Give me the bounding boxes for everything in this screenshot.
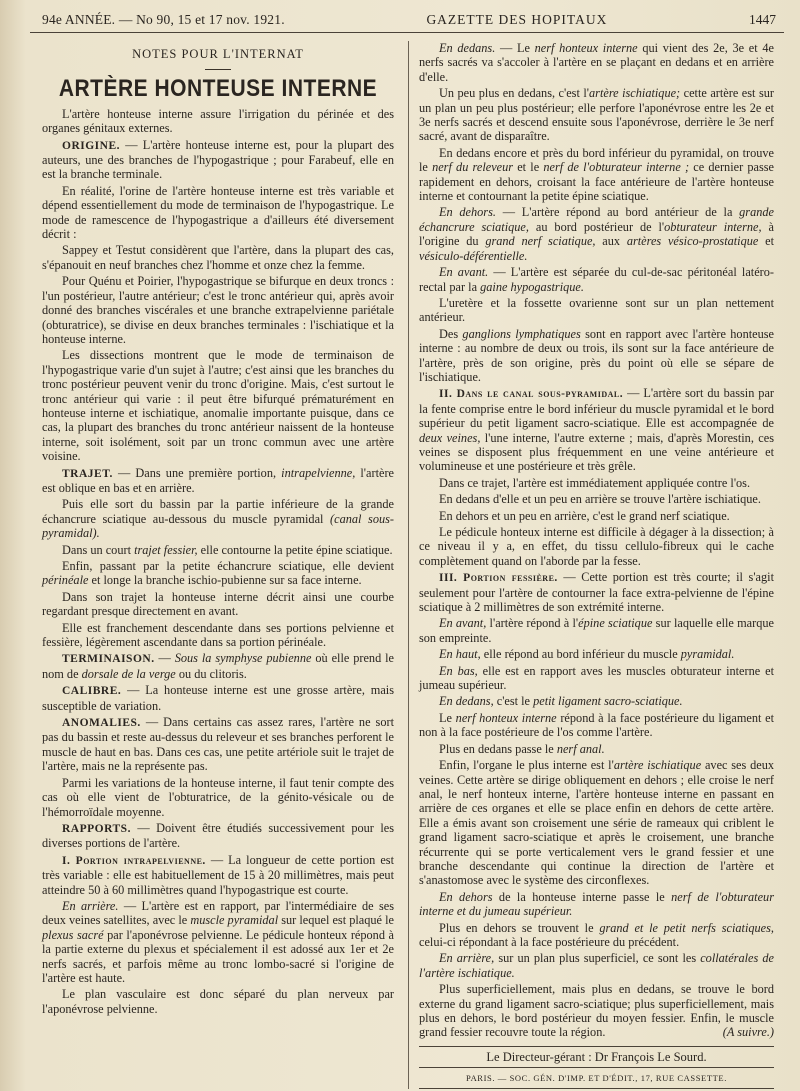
trajet-label: TRAJET. [62,467,113,480]
paragraph: Un peu plus en dedans, c'est l'artère ischiatique; cette artère est sur un plan un peu plus postérieur; elle perfore l'aponévrose entre les 2e et 3e nerfs sacrés et descend ensuite sous l'aponévrose, derrière le 3e nerf sacré, avant de disparaître. [419,86,774,144]
paragraph: En dedans, c'est le petit ligament sacro-sciatique. [439,694,683,709]
portion-intrapelvienne-paragraph: I. Portion intrapelvienne. — La longueur de cette portion est très variable : elle est habituellement de 15 à 20 millimètres, mais peut atteindre 50 à 60 millimètres quand l'hypogastrique est courte. [42,852,395,897]
paragraph: En bas, elle est en rapport aves les muscles obturateur interne et jumeau supérieur. [419,663,774,693]
paragraph: Dans son trajet la honteuse interne décrit ainsi une courbe regardant presque directement en avant. [42,589,394,619]
paragraph: En avant. — L'artère est séparée du cul-de-sac péritonéal latéro-rectal par la gaine hypogastrique. [419,265,774,294]
section-heading: NOTES POUR L'INTERNAT [132,47,304,61]
paragraph: Dans ce trajet, l'artère est immédiatement appliquée contre l'os. [439,475,751,490]
paragraph: Plus en dedans passe le nerf anal. [439,741,605,756]
paragraph: En dedans encore et près du bord inférieur du pyramidal, on trouve le nerf du releveur et le nerf de l'obturateur interne ; ce dernier passe rapidement en dehors, croisant la face antérieure de l'artère honteuse interne et contournant la petite épine sciatique. [419,145,774,204]
printer-imprint: PARIS. — SOC. GÉN. D'IMP. ET D'ÉDIT., 17, RUE CASSETTE. [419,1067,774,1088]
rapports-paragraph: RAPPORTS. — Doivent être étudiés successivement pour les diverses portions de l'artère. [42,820,394,851]
paragraph: Pour Quénu et Poirier, l'hypogastrique se bifurque en deux troncs : l'un postérieur, l'autre antérieur; c'est le tronc antérieur qui, après avoir donné des branches viscérales et une branche extrapelvienne pariétale (obturatrice), se divise en deux branches terminales : l'ischiatique et la honteuse interne. [42,274,394,346]
director-signature: Le Directeur-gérant : Dr François Le Sourd. [486,1049,707,1064]
paragraph: Le pédicule honteux interne est difficile à dégager à la dissection; à ce niveau il y a, en effet, du tissu cellulo-fibreux qui le cache complètement quand on l'aborde par la fesse. [419,525,774,568]
paragraph: En réalité, l'orine de l'artère honteuse interne est très variable et dépend essentiellement du mode de terminaison de l'hypogastrique. Le mode de ramescence de l'hypogastrique a d'ailleurs été diversement décrit : [42,183,394,242]
title-divider [205,69,231,70]
paragraph: Sappey et Testut considèrent que l'artère, dans la plupart des cas, s'épanouit en neuf branches chez l'homme et onze chez la femme. [42,243,394,272]
paragraph: Les dissections montrent que le mode de terminaison de l'hypogastrique varie d'un sujet à l'autre; c'est ainsi que les branches du tronc postérieur peuvent venir du tronc d'origine. Mais, c'est surtout le tronc antérieur qui varie : il peut être bifurqué prématurément en honteuse interne et ischiatique, anomalie importante puisque, dans ce cas, la plupart des branches du tronc antérieur naissent de la honteuse interne, soit isolément, soit par un tronc commun avec une artère voisine. [42,348,394,464]
paragraph: En avant, l'artère répond à l'épine sciatique sur laquelle elle marque son empreinte. [419,616,774,645]
portion-fessiere-paragraph: III. Portion fessière. — Cette portion est très courte; il s'agit seulement pour l'artère de contourner la face extra-pelvienne de l'épine sciatique à 2 millimètres de son extrémité interne. [419,570,774,615]
trajet-paragraph: TRAJET. — Dans une première portion, intrapelvienne, l'artère est oblique en bas et en arrière. [42,465,394,495]
anomalies-label: ANOMALIES. [62,717,141,730]
paragraph: En dedans. — Le nerf honteux interne qui vient des 2e, 3e et 4e nerfs sacrés va s'accoler à l'artère en se plaçant en dedans et en arrière d'elle. [419,41,774,84]
paragraph: Le nerf honteux interne répond à la face postérieure du ligament et non à la face postérieure de l'os comme l'artère. [419,710,774,740]
right-column [408,41,778,1089]
left-column [30,41,400,1089]
running-header [30,10,784,33]
terminaison-paragraph: TERMINAISON. — Sous la symphyse pubienne où elle prend le nom de dorsale de la verge ou du clitoris. [42,651,395,681]
paragraph: En haut, elle répond au bord inférieur du muscle pyramidal. [439,647,735,662]
paragraph: En dehors. — L'artère répond au bord antérieur de la grande échancrure sciatique, au bord postérieur de l'obturateur interne, à l'origine du grand nerf sciatique, aux artères vésico-prostatique et vésiculo-déférentielle. [419,205,775,263]
paragraph: Le plan vasculaire est donc séparé du plan nerveux par l'aponévrose pelvienne. [42,987,394,1016]
paragraph: En arrière. — L'artère est en rapport, par l'intermédiaire de ses deux veines satellites, avec le muscle pyramidal sur lequel est plaqué le plexus sacré par l'aponévrose pelvienne. Le pédicule honteux répond à la partie externe du plexus et spécialement il est adossé aux 1er et 2e nerfs sacrés, et parfois même au tronc lombo-sacré si l'origine de l'artère est haute. [42,898,394,985]
intro-paragraph: L'artère honteuse interne assure l'irrigation du périnée et des organes génitaux externes. [42,106,394,136]
terminaison-label: TERMINAISON. [62,653,155,666]
page-number: 1447 [749,12,776,27]
article-title: ARTÈRE HONTEUSE INTERNE [58,75,378,103]
paragraph: Elle est franchement descendante dans ses portions pelvienne et fessière, légèrement ascendante dans sa portion périnéale. [42,620,394,650]
canal-sous-pyramidal-paragraph: II. Dans le canal sous-pyramidal. — L'artère sort du bassin par la fente comprise entre le bord inférieur du muscle pyramidal et le bord supérieur du petit ligament sacro-sciatique. Elle est accompagnée de deux veines, l'une interne, l'autre externe ; mais, d'après Morestin, ces veines se disposent plus fréquemment en une veine antérieure et volumineuse et une postérieure et très grêle. [419,386,774,474]
origine-label: ORIGINE. [62,139,120,152]
paragraph: Dans un court trajet fessier, elle contourne la petite épine sciatique. [62,542,393,557]
rapports-label: RAPPORTS. [62,822,131,835]
calibre-label: CALIBRE. [62,685,122,698]
calibre-paragraph: CALIBRE. — La honteuse interne est une grosse artère, mais susceptible de variation. [42,683,394,713]
paragraph: Enfin, passant par la petite échancrure sciatique, elle devient périnéale et longe la branche ischio-pubienne sur sa face interne. [42,559,394,588]
signature-rule [419,1046,774,1047]
continuation-note: (A suivre.) [722,1025,774,1040]
portion-label: I. Portion intrapelvienne. [62,854,206,867]
origine-paragraph: ORIGINE. — L'artère honteuse interne est, pour la plupart des auteurs, une des branches de l'hypogastrique ; pour Farabeuf, elle en est la branche terminale. [42,137,394,182]
paragraph: En dehors et un peu en arrière, c'est le grand nerf sciatique. [439,508,730,523]
paragraph: En dehors de la honteuse interne passe le nerf de l'obturateur interne et du jumeau supérieur. [419,889,774,919]
paragraph: L'uretère et la fossette ovarienne sont sur un plan nettement antérieur. [419,295,774,325]
paragraph: Parmi les variations de la honteuse interne, il faut tenir compte des cas où elle vient de l'obturatrice, de la génito-vésicale ou de l'hémorroïdale moyenne. [42,775,394,819]
paragraph: Plus superficiellement, mais plus en dedans, se trouve le bord externe du grand ligament sacro-sciatique; plus superficiellement, mais plus en dehors, le bord postérieur du moyen fessier. Enfin, le muscle grand fessier recouvre toute la région. (A suivre.) [419,982,774,1040]
paragraph: En dedans d'elle et un peu en arrière se trouve l'artère ischiatique. [439,492,761,507]
paragraph: Plus en dehors se trouvent le grand et le petit nerfs sciatiques, celui-ci répondant à la face postérieure du précédent. [419,920,774,949]
paragraph: Enfin, l'organe le plus interne est l'artère ischiatique avec ses deux veines. Cette artère se dirige obliquement en dehors ; elle croise le nerf anal, le nerf honteux interne, l'artère honteuse interne en passant en arrière de ces organes et elle se place enfin en dehors de cette artère. Elle a émis avant son croisement une série de rameaux qui criblent le grand ligament sacro-sciatique et après le croisement, une branche récurrente qui se porte verticalement vers le grand fessier et une branche descendante qui continue la direction de l'artère et s'anastomose avec le système des circonflexes. [419,758,774,888]
issue-info: 94e ANNÉE. — No 90, 15 et 17 nov. 1921. [42,12,285,27]
paragraph: En arrière, sur un plan plus superficiel, ce sont les collatérales de l'artère ischiatique. [419,951,774,980]
paragraph: Des ganglions lymphatiques sont en rapport avec l'artère honteuse interne : au nombre de deux ou trois, ils sont sur la face antérieure de l'artère, près de son origine, près du point où elle se sépare de l'ischiatique. [419,326,774,384]
anomalies-paragraph: ANOMALIES. — Dans certains cas assez rares, l'artère ne sort pas du bassin et reste au-dessus du releveur et ses branches perforent le muscle de haut en bas. Dans ces cas, une petite artériole suit le trajet de l'artère, mais ne la représente pas. [42,715,394,774]
paragraph: Puis elle sort du bassin par la partie inférieure de la grande échancrure sciatique au-dessous du muscle pyramidal (canal sous-pyramidal). [42,497,395,541]
journal-title: GAZETTE DES HOPITAUX [426,12,608,27]
